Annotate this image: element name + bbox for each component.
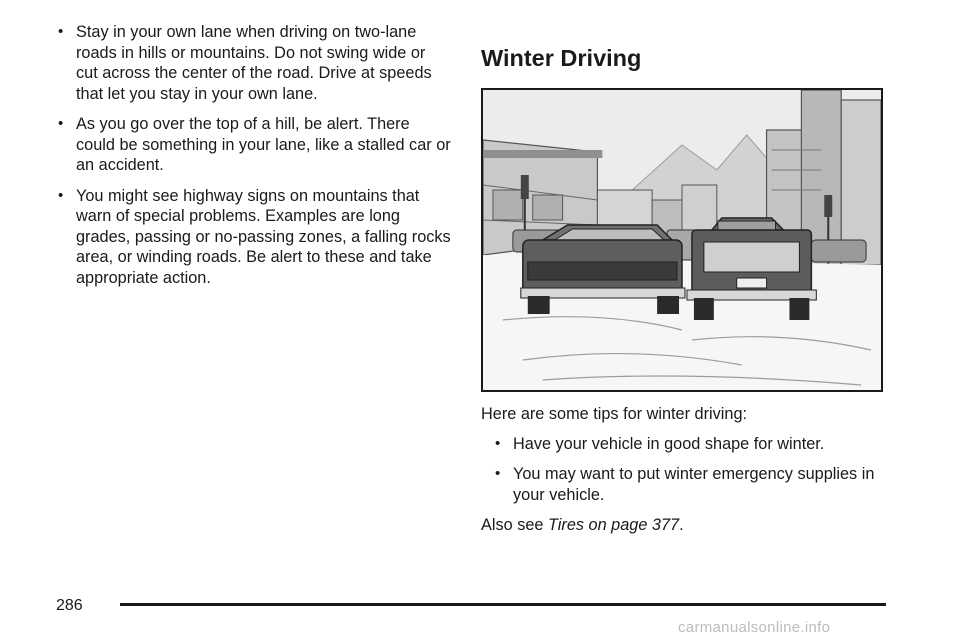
section-title: Winter Driving bbox=[481, 45, 642, 71]
right-column bbox=[481, 22, 891, 72]
bullet-icon: • bbox=[495, 434, 501, 452]
left-bullet-list bbox=[56, 22, 451, 288]
also-see-line bbox=[481, 515, 891, 536]
bullet-text: You may want to put winter emergency supplies in your vehicle. bbox=[513, 465, 875, 504]
list-item bbox=[493, 464, 891, 505]
footer-divider bbox=[120, 603, 886, 606]
bullet-icon: • bbox=[58, 186, 64, 204]
winter-tips-list bbox=[493, 434, 891, 506]
watermark: carmanualsonline.info bbox=[678, 619, 831, 636]
bullet-icon: • bbox=[58, 115, 64, 132]
bullet-text: As you go over the top of a hill, be alert. There could be something in your lane, like a stalled car or an accident. bbox=[76, 115, 451, 174]
bullet-text: You might see highway signs on mountains that warn of special problems. Examples are long grades, passing or no-passing zones, a falling rocks area, or winding roads. Be alert to these and take appropriate action. bbox=[76, 186, 451, 287]
bullet-icon: • bbox=[495, 465, 501, 482]
list-item bbox=[56, 114, 451, 176]
page-number: 286 bbox=[56, 597, 83, 614]
cross-reference-link[interactable]: Tires on page 377 bbox=[547, 516, 680, 534]
left-column bbox=[56, 22, 451, 298]
section-intro: Here are some tips for winter driving: bbox=[481, 405, 748, 423]
bullet-icon: • bbox=[58, 23, 64, 40]
list-item bbox=[56, 22, 451, 104]
list-item bbox=[56, 186, 451, 289]
winter-driving-illustration bbox=[481, 88, 883, 392]
section-body bbox=[481, 404, 891, 545]
winter-street-scene-icon bbox=[483, 90, 881, 390]
also-see-suffix: . bbox=[679, 516, 684, 534]
bullet-text: Have your vehicle in good shape for winter. bbox=[513, 434, 825, 453]
bullet-text: Stay in your own lane when driving on two-lane roads in hills or mountains. Do not swing wide or cut across the center of the road. Drive at speeds that let you stay in your own lane. bbox=[76, 23, 432, 103]
also-see-prefix: Also see bbox=[481, 516, 548, 534]
list-item bbox=[493, 434, 891, 455]
